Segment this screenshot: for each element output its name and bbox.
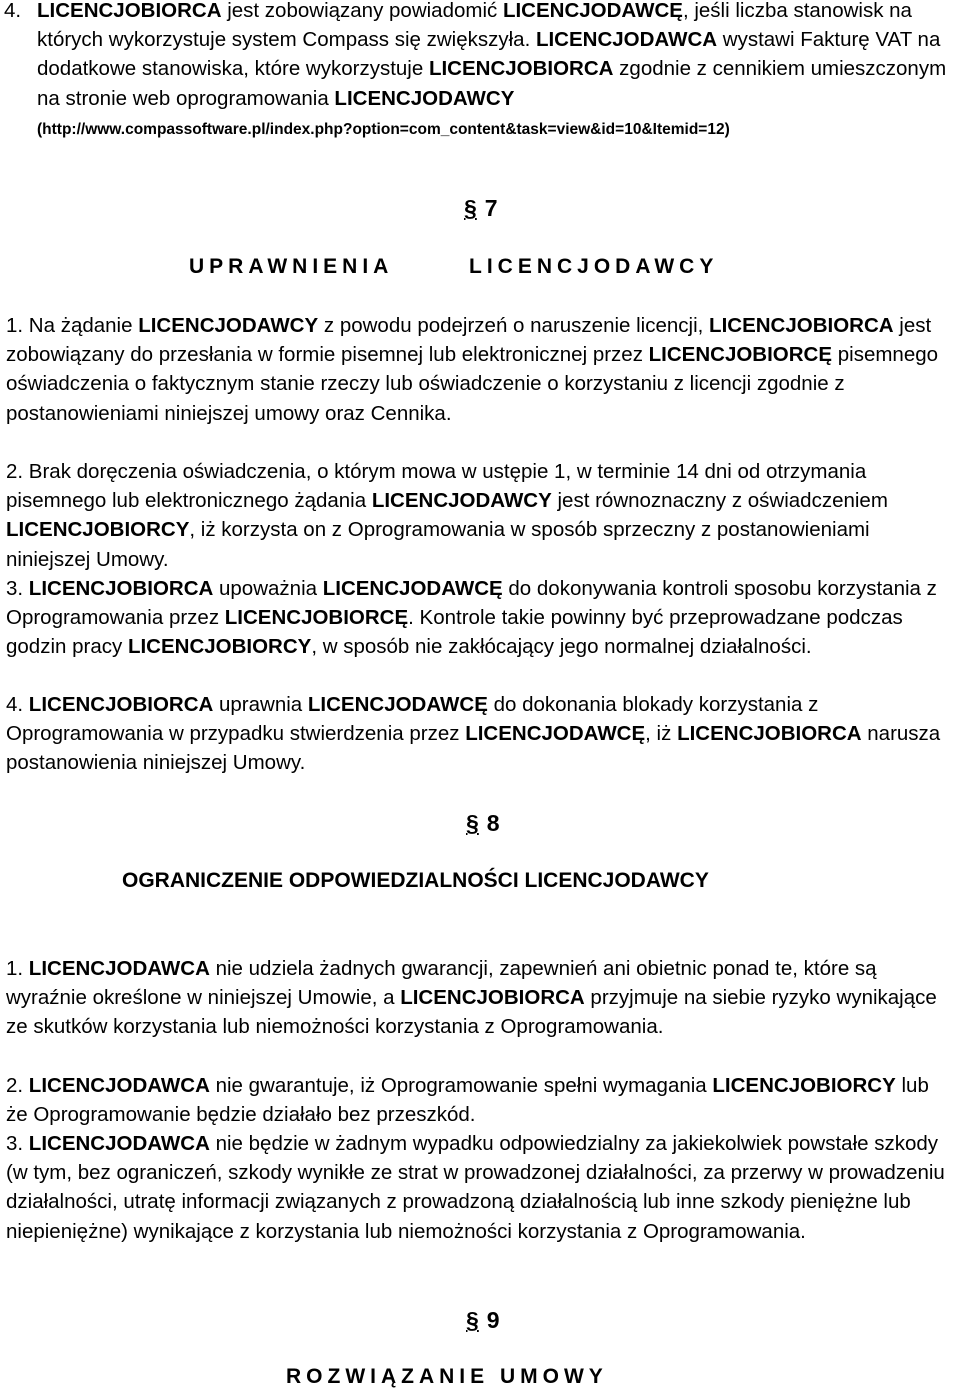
section-7-item-2 bbox=[6, 457, 956, 574]
section-7-item-4 bbox=[6, 690, 956, 778]
bold-party-name: LICENCJOBIORCA bbox=[400, 986, 585, 1010]
text-run: do dokonywania kontroli sposobu korzystania z Oprogramowania przez bbox=[6, 577, 937, 630]
text-run: 2. Brak doręczenia oświadczenia, o którym mowa w ustępie 1, w terminie 14 dni od otrzymania pisemnego lub elektronicznego żądania bbox=[6, 460, 867, 513]
section-symbol: § bbox=[464, 195, 477, 221]
bold-party-name: LICENCJODAWCĘ bbox=[465, 722, 646, 746]
bold-party-name: LICENCJOBIORCY bbox=[127, 635, 312, 659]
text-run: 3. bbox=[6, 1132, 29, 1155]
text-run: jest równoznaczny z oświadczeniem bbox=[551, 489, 888, 513]
website-url: (http://www.compassoftware.pl/index.php?option=com_content&task=view&id=10&Itemid=12) bbox=[37, 120, 730, 138]
section-7-item-3 bbox=[6, 574, 956, 662]
heading-word-1: UPRAWNIENIA bbox=[189, 255, 394, 278]
text-run: nie gwarantuje, iż Oprogramowanie spełni wymagania bbox=[209, 1074, 713, 1097]
section-9-marker bbox=[466, 1305, 500, 1335]
section-7-item-1 bbox=[6, 311, 956, 428]
bold-party-name: LICENCJOBIORCĘ bbox=[648, 343, 833, 367]
bold-party-name: LICENCJOBIORCA bbox=[428, 57, 614, 81]
bold-party-name: LICENCJOBIORCA bbox=[37, 0, 222, 22]
bold-party-name: LICENCJODAWCA bbox=[28, 1132, 210, 1155]
bold-party-name: LICENCJODAWCA bbox=[28, 1074, 210, 1097]
text-run: z powodu podejrzeń o naruszenie licencji, bbox=[318, 314, 710, 337]
text-run: , iż bbox=[645, 722, 678, 746]
text-run: 2. bbox=[6, 1074, 29, 1097]
section-number: 8 bbox=[486, 810, 500, 836]
text-run: 1. Na żądanie bbox=[6, 314, 139, 337]
section-8-item-3 bbox=[6, 1129, 956, 1246]
bold-party-name: LICENCJODAWCĘ bbox=[322, 577, 503, 600]
text-run: do dokonania blokady korzystania z Oprogramowania w przypadku stwierdzenia przez bbox=[6, 693, 819, 746]
text-run: jest zobowiązany do przesłania w formie pisemnej lub elektronicznej przez bbox=[6, 314, 932, 367]
bold-party-name: LICENCJODAWCĘ bbox=[502, 0, 683, 22]
bold-party-name: LICENCJODAWCA bbox=[28, 957, 210, 980]
heading-word-2: LICENCJODAWCY bbox=[469, 255, 719, 278]
text-run: zgodnie z cennikiem umieszczonym na stronie web oprogramowania bbox=[37, 57, 947, 110]
bold-party-name: LICENCJODAWCY bbox=[334, 86, 515, 110]
section-8-marker bbox=[466, 808, 500, 838]
text-run: jest zobowiązany powiadomić bbox=[221, 0, 503, 22]
bold-party-name: LICENCJODAWCA bbox=[535, 28, 718, 52]
text-run: upoważnia bbox=[213, 577, 323, 600]
text-run: pisemnego oświadczenia o faktycznym stanie rzeczy lub oświadczenie o korzystaniu z licencji zgodnie z postanowieniami niniejszej umowy oraz Cennika. bbox=[6, 343, 939, 425]
section-8-item-2 bbox=[6, 1071, 956, 1129]
section-number: 9 bbox=[486, 1307, 500, 1333]
text-run: narusza postanowienia niniejszej Umowy. bbox=[6, 722, 941, 775]
text-run: nie udziela żadnych gwarancji, zapewnień ani obietnic ponad te, które są wyraźnie określone w niniejszej Umowie, a bbox=[6, 957, 877, 1010]
section-number: 7 bbox=[484, 195, 498, 221]
section-8-item-1 bbox=[6, 954, 956, 1042]
bold-party-name: LICENCJODAWCY bbox=[371, 489, 552, 513]
bold-party-name: LICENCJODAWCY bbox=[138, 314, 319, 337]
bold-party-name: LICENCJOBIORCA bbox=[709, 314, 894, 337]
section-symbol: § bbox=[466, 1307, 479, 1333]
clause-4-paragraph bbox=[4, 0, 957, 144]
clause-number: 4. bbox=[4, 0, 22, 22]
text-run: wystawi Fakturę VAT na dodatkowe stanowiska, które wykorzystuje bbox=[37, 28, 941, 81]
section-symbol: § bbox=[466, 810, 479, 836]
text-run: . Kontrole takie powinny być przeprowadzane podczas godzin pracy bbox=[6, 606, 903, 659]
text-run: 1. bbox=[6, 957, 29, 980]
text-run: 3. bbox=[6, 577, 29, 600]
text-run: nie będzie w żadnym wypadku odpowiedzialny za jakiekolwiek powstałe szkody (w tym, bez ograniczeń, szkody wynikłe ze strat w prowadzonej działalności, za przerwy w prowadzeniu działalności, utratę informacji związanych z prowadzoną działalnością lub inne szkody pieniężne lub niepieniężne) wynikające z korzystania lub niemożności korzystania z Oprogramowania. bbox=[6, 1132, 945, 1243]
bold-party-name: LICENCJOBIORCY bbox=[712, 1074, 896, 1097]
text-run: 4. bbox=[6, 693, 29, 716]
section-7-marker bbox=[464, 193, 498, 223]
bold-party-name: LICENCJOBIORCA bbox=[677, 722, 862, 746]
bold-party-name: LICENCJODAWCĘ bbox=[307, 693, 488, 716]
clause-4-text bbox=[37, 0, 946, 110]
text-run: uprawnia bbox=[213, 693, 308, 716]
text-run: , w sposób nie zakłócający jego normalnej działalności. bbox=[311, 635, 812, 659]
text-run: lub że Oprogramowanie będzie działało bez przeszkód. bbox=[6, 1074, 929, 1127]
bold-party-name: LICENCJOBIORCA bbox=[28, 577, 214, 600]
bold-party-name: LICENCJOBIORCĘ bbox=[224, 606, 409, 630]
text-run: , iż korzysta on z Oprogramowania w sposób sprzeczny z postanowieniami niniejszej Umowy. bbox=[6, 518, 870, 571]
text-run: przyjmuje na siebie ryzyko wynikające ze skutków korzystania lub niemożności korzystania z Oprogramowania. bbox=[6, 986, 937, 1039]
bold-party-name: LICENCJOBIORCA bbox=[28, 693, 214, 716]
section-8-heading: OGRANICZENIE ODPOWIEDZIALNOŚCI LICENCJODAWCY bbox=[122, 869, 709, 892]
bold-party-name: LICENCJOBIORCY bbox=[6, 518, 190, 542]
section-9-heading: ROZWIĄZANIE UMOWY bbox=[286, 1365, 608, 1388]
text-run: , jeśli liczba stanowisk na których wykorzystuje system Compass się zwiększyła. bbox=[37, 0, 912, 52]
